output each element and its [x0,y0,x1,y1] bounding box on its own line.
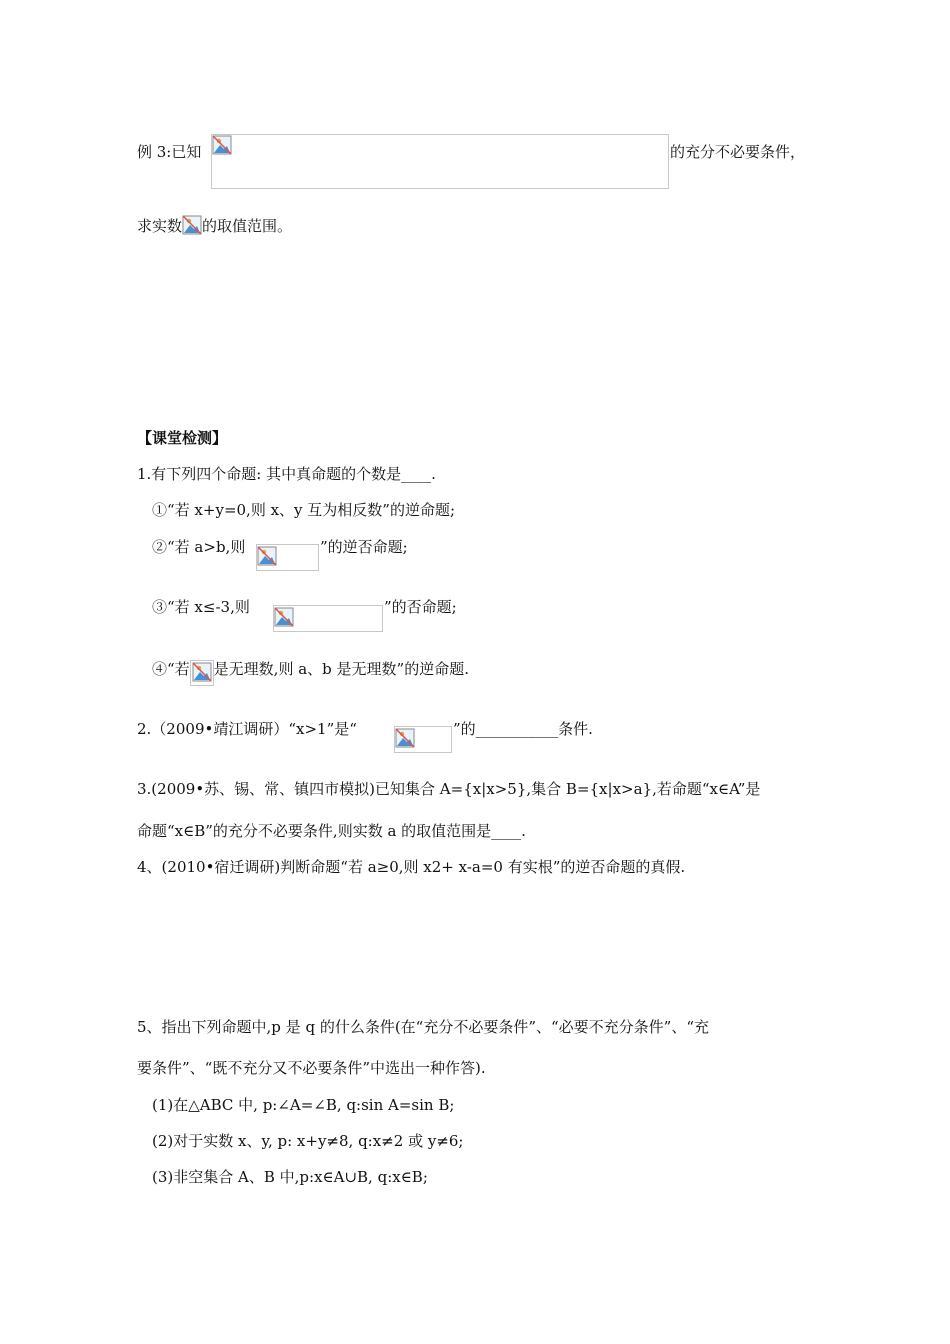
q1-item2-suffix: ”的逆否命题; [320,538,408,556]
q5-sub3: (3)非空集合 A、B 中,p:x∈A∪B, q:x∈B; [152,1168,428,1186]
q1-stem: 1.有下列四个命题: 其中真命题的个数是____. [137,465,436,483]
q2-suffix: ”的___________条件. [453,720,593,738]
q1-item4-suffix: 是无理数,则 a、b 是无理数”的逆命题. [213,660,469,678]
broken-image-icon [395,728,415,748]
q4-text: 4、(2010•宿迁调研)判断命题“若 a≥0,则 x2+ x-a=0 有实根”的逆否命题的真假. [137,858,686,876]
broken-image-icon [182,215,202,235]
q5-sub1: (1)在△ABC 中, p:∠A=∠B, q:sin A=sin B; [152,1096,455,1114]
q1-item2 [152,537,245,557]
q1-item4-prefix: ④“若 [152,660,190,678]
q1-item3-suffix-line [384,597,457,617]
example3-line2 [137,215,292,236]
broken-image-icon [274,607,294,627]
q5-line2: 要条件”、“既不充分又不必要条件”中选出一种作答). [137,1059,486,1077]
example3-suffix-line [670,142,805,162]
q1-item4 [152,659,469,686]
q1-item2-prefix: ②“若 a>b,则 [152,538,246,556]
broken-image-icon [212,135,232,155]
example3-line1 [137,142,201,162]
example3-line2-suffix: 的取值范围。 [202,217,293,235]
broken-image-icon [190,660,214,686]
q1-item3-prefix: ③“若 x≤-3,则 [152,598,250,616]
q2-prefix: 2.（2009•靖江调研）“x>1”是“ [137,720,357,738]
example3-line2-prefix: 求实数 [137,217,183,235]
q5-sub2: (2)对于实数 x、y, p: x+y≠8, q:x≠2 或 y≠6; [152,1132,464,1150]
q3-line2: 命题“x∈B”的充分不必要条件,则实数 a 的取值范围是____. [137,822,526,840]
example3-suffix: 的充分不必要条件， [670,143,806,161]
broken-image-icon [257,546,277,566]
q1-item1: ①“若 x+y=0,则 x、y 互为相反数”的逆命题; [152,501,456,519]
q1-item3 [152,597,250,617]
example3-prefix: 例 3:已知 [137,143,202,161]
q2-suffix-line [453,719,593,739]
section-title: 【课堂检测】 [137,429,228,447]
q2-line [137,719,357,739]
example3-formula-image [211,134,669,189]
q1-item2-suffix-line [320,537,408,557]
q1-item3-suffix: ”的否命题; [384,598,457,616]
q3-line1: 3.(2009•苏、锡、常、镇四市模拟)已知集合 A={x|x>5},集合 B={x|x>a},若命题“x∈A”是 [137,780,761,798]
q5-line1: 5、指出下列命题中,p 是 q 的什么条件(在“充分不必要条件”、“必要不充分条件”、“充 [137,1018,710,1036]
